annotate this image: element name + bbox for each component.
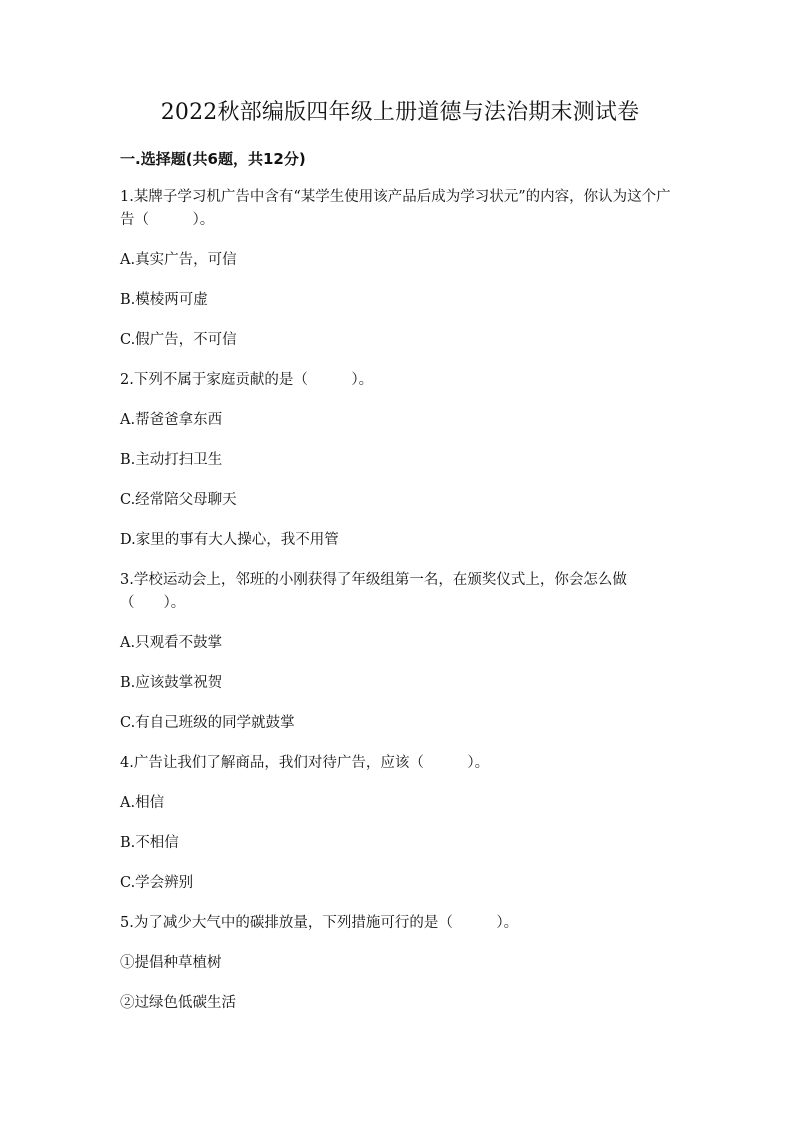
- page-title: 2022秋部编版四年级上册道德与法治期末测试卷: [160, 100, 640, 125]
- question-text: 3.学校运动会上，邻班的小刚获得了年级组第一名，在颁奖仪式上，你会怎么做（ ）。: [120, 572, 627, 611]
- question-1: [120, 186, 680, 352]
- question-text: 1.某牌子学习机广告中含有“某学生使用该产品后成为学习状元”的内容，你认为这个广告（ ）。: [120, 189, 671, 228]
- question-3: [120, 569, 680, 735]
- question-list: [120, 186, 680, 1032]
- question-option: B.主动打扫卫生: [120, 452, 223, 468]
- section-heading: 一.选择题(共6题，共12分): [120, 150, 306, 168]
- question-option: A.只观看不鼓掌: [120, 635, 223, 651]
- question-option: A.相信: [120, 795, 165, 811]
- question-option: C.学会辨别: [120, 875, 194, 891]
- question-text: 2.下列不属于家庭贡献的是（ ）。: [120, 372, 374, 388]
- question-option: C.有自己班级的同学就鼓掌: [120, 715, 295, 731]
- question-text: 4.广告让我们了解商品，我们对待广告，应该（ ）。: [120, 755, 490, 771]
- question-option: B.模棱两可虚: [120, 292, 208, 308]
- question-option: B.不相信: [120, 835, 179, 851]
- question-4: [120, 752, 680, 895]
- question-option: B.应该鼓掌祝贺: [120, 675, 223, 691]
- question-text: 5.为了减少大气中的碳排放量，下列措施可行的是（ ）。: [120, 915, 519, 931]
- question-option: C.经常陪父母聊天: [120, 492, 237, 508]
- question-option: A.帮爸爸拿东西: [120, 412, 223, 428]
- question-2: [120, 369, 680, 552]
- question-option: ②过绿色低碳生活: [120, 995, 236, 1011]
- question-5: [120, 912, 680, 1015]
- question-option: C.假广告，不可信: [120, 332, 237, 348]
- question-option: A.真实广告，可信: [120, 252, 237, 268]
- question-option: D.家里的事有大人操心，我不用管: [120, 532, 339, 548]
- question-option: ①提倡种草植树: [120, 955, 222, 971]
